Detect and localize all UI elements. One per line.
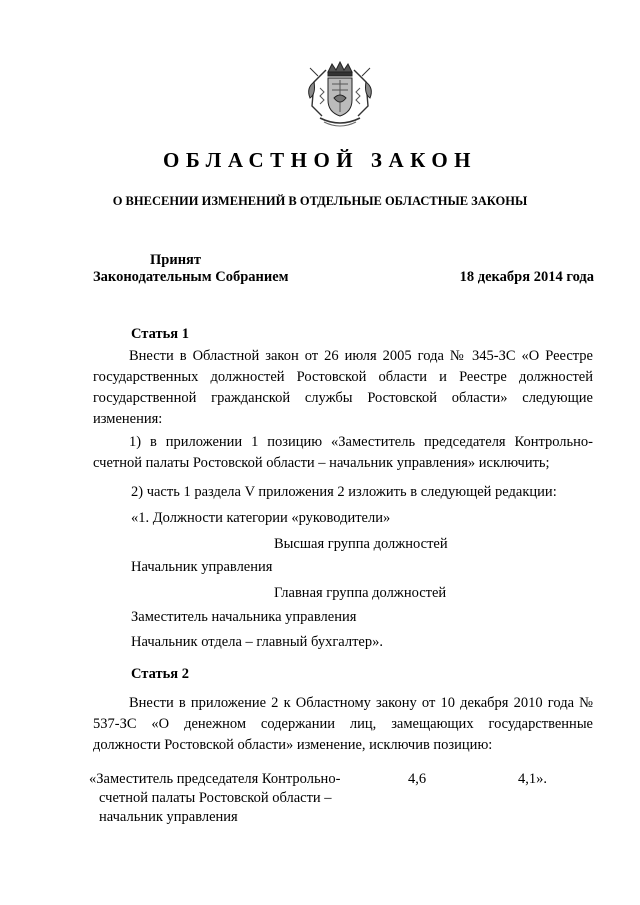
table-row-position-line-1: «Заместитель председателя Контрольно- [89, 771, 341, 787]
law-subtitle: О ВНЕСЕНИИ ИЗМЕНЕНИЙ В ОТДЕЛЬНЫЕ ОБЛАСТНЫЕ ЗАКОНЫ [112, 194, 528, 208]
position-deputy-head: Заместитель начальника управления [131, 609, 357, 625]
quote-start: «1. Должности категории «руководители» [131, 510, 391, 526]
position-chief-accountant: Начальник отдела – главный бухгалтер». [131, 634, 383, 650]
group-highest: Высшая группа должностей [274, 536, 448, 552]
article-2-heading: Статья 2 [131, 666, 189, 682]
article-1-item-2: 2) часть 1 раздела V приложения 2 изложить в следующей редакции: [131, 484, 557, 500]
position-head-of-department: Начальник управления [131, 559, 273, 575]
article-2-intro: Внести в приложение 2 к Областному закону от 10 декабря 2010 года № 537-ЗС «О денежном содержании лиц, замещающих государственные должности Ростовской области» изменение, исключив позицию: [93, 695, 593, 753]
group-main: Главная группа должностей [274, 585, 447, 601]
article-1-intro: Внести в Областной закон от 26 июля 2005 года № 345-ЗС «О Реестре государственных должностей Ростовской области и Реестре должностей государственной гражданской службы Ростовской области» следующие изменения: [93, 348, 593, 427]
adopted-label: Принят [150, 252, 202, 268]
table-row-value-1: 4,6 [408, 771, 427, 787]
table-row-value-2: 4,1». [518, 771, 547, 787]
article-1-heading: Статья 1 [131, 326, 189, 342]
article-1-item-1: 1) в приложении 1 позицию «Заместитель председателя Контрольно-счетной палаты Ростовской области – начальник управления» исключить; [93, 434, 593, 471]
law-title: ОБЛАСТНОЙ ЗАКОН [162, 148, 477, 172]
coat-of-arms-icon [300, 58, 380, 130]
adoption-date: 18 декабря 2014 года [459, 269, 594, 285]
adopted-by-label: Законодательным Собранием [93, 269, 289, 285]
table-row-position-line-2: счетной палаты Ростовской области – [99, 790, 332, 806]
table-row-position-line-3: начальник управления [99, 809, 238, 825]
